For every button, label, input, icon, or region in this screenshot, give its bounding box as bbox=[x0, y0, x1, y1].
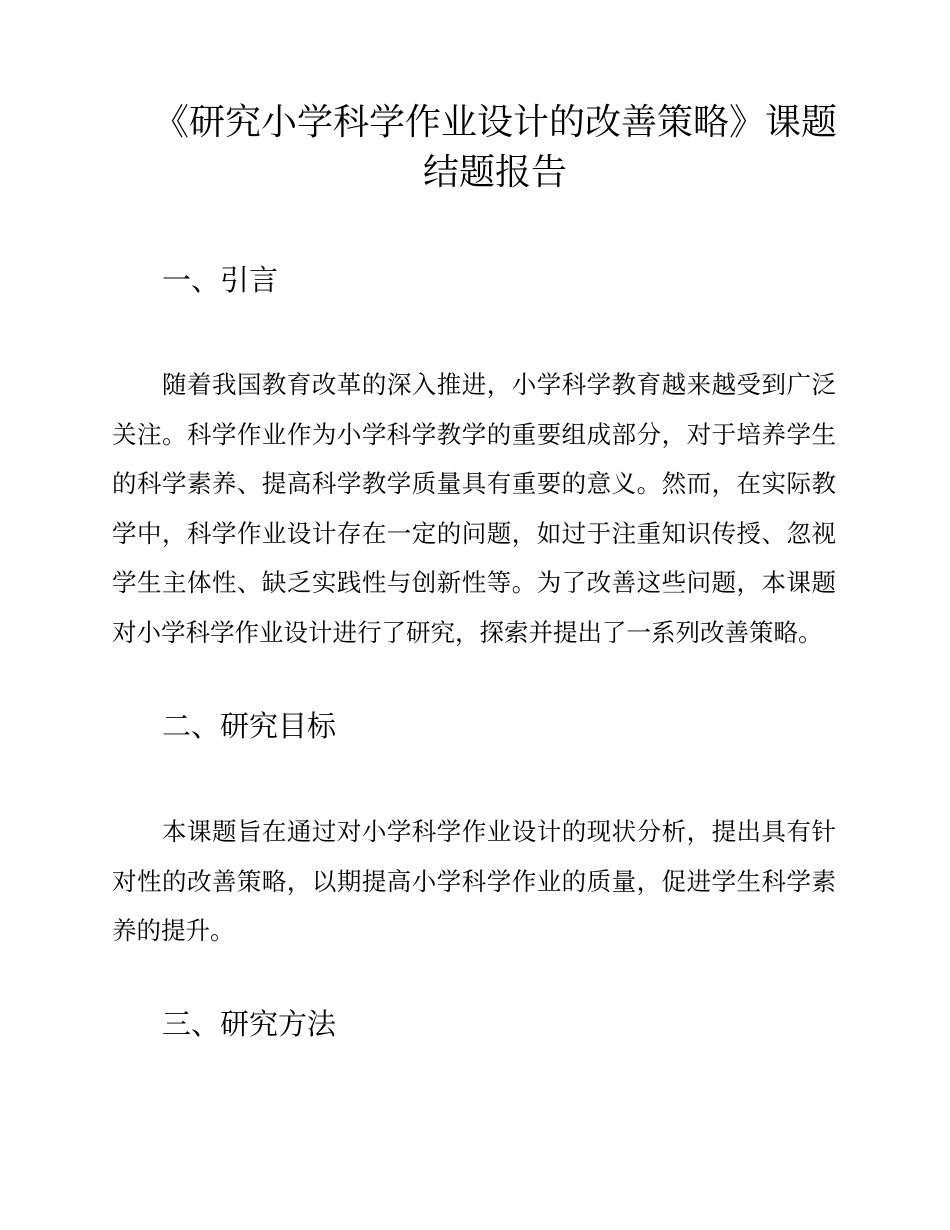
section-paragraph-research-goals: 本课题旨在通过对小学科学作业设计的现状分析，提出具有针对性的改善策略，以期提高小学科学作业的质量，促进学生科学素养的提升。 bbox=[112, 817, 836, 945]
section-heading-introduction: 一、引言 bbox=[162, 263, 279, 297]
section-heading-research-methods: 三、研究方法 bbox=[162, 1007, 337, 1041]
section-paragraph-introduction: 随着我国教育改革的深入推进，小学科学教育越来越受到广泛关注。科学作业作为小学科学教学的重要组成部分，对于培养学生的科学素养、提高科学教学质量具有重要的意义。然而，在实际教学中，科学作业设计存在一定的问题，如过于注重知识传授、忽视学生主体性、缺乏实践性与创新性等。为了改善这些问题，本课题对小学科学作业设计进行了研究，探索并提出了一系列改善策略。 bbox=[112, 370, 836, 647]
section-heading-research-goals: 二、研究目标 bbox=[162, 709, 337, 743]
document-title: 《研究小学科学作业设计的改善策略》课题结题报告 bbox=[152, 102, 837, 193]
